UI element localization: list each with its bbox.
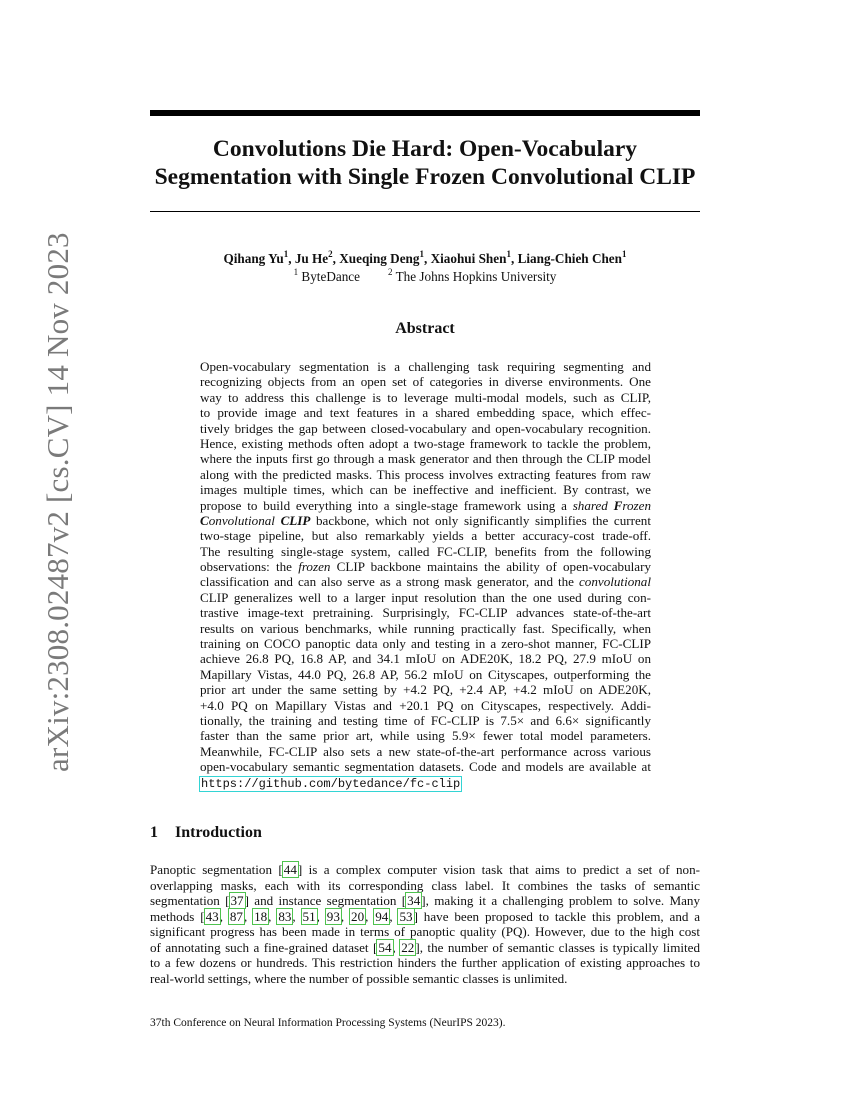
bold-italic-text: CLIP [280, 512, 311, 528]
code-repository-link[interactable]: https://github.com/bytedance/fc-clip [201, 776, 461, 791]
citation-link[interactable]: 18 [254, 908, 268, 924]
bold-italic-text: C [200, 512, 209, 528]
citation-link[interactable]: 43 [205, 908, 219, 924]
introduction-line: methods [43, 87, 18, 83, 51, 93, 20, 94, 53] have been proposed to tackle this problem, and a [150, 908, 701, 924]
author: Qihang Yu$^1$, [223, 249, 295, 267]
introduction-line: segmentation [37] and instance segmentation [34], making it a challenging problem to solve. Many [150, 893, 701, 908]
title-line-2: Segmentation with Single Frozen Convolutional CLIP [154, 164, 696, 190]
abstract-line: Convolutional CLIP backbone, which not only significantly simplifies the current [200, 512, 651, 528]
abstract-line: where the inputs first go through a mask generator and then through the CLIP model [200, 451, 651, 467]
abstract-line: training on COCO panoptic data only and testing in a zero-shot manner, FC-CLIP [200, 636, 651, 652]
citation-link[interactable]: 37 [230, 893, 244, 908]
abstract-line: two-stage pipeline, but also remarkably yields a better accuracy-cost trade-off. [200, 528, 651, 544]
citation-link[interactable]: 87 [229, 908, 243, 924]
citation-link[interactable]: 94 [375, 908, 389, 924]
citation-link[interactable]: 93 [326, 908, 340, 924]
citation-link[interactable]: 20 [351, 908, 365, 924]
abstract-line: prior art under the same setting by +4.2 PQ, +2.4 AP, +4.2 mIoU on ADE20K, [200, 682, 651, 698]
abstract-line: Open-vocabulary segmentation is a challenging task requiring segmenting and [200, 359, 651, 374]
citation-link[interactable]: 34 [407, 893, 421, 908]
introduction-line: of annotating such a fine-grained dataset [54, 22], the number of semantic classes is typically limited [150, 939, 701, 955]
abstract-line: observations: the frozen CLIP backbone maintains the ability of open-vocabulary [200, 559, 651, 575]
abstract-line: Hence, existing methods often adopt a two-stage framework to tackle the problem, [200, 435, 651, 451]
affiliation-list [150, 265, 700, 285]
paper-title [150, 135, 700, 191]
title-top-rule [150, 110, 700, 116]
introduction-line: to a few dozens or hundreds. This restriction hinders the further application of existing approaches to [150, 955, 700, 970]
citation-link[interactable]: 54 [378, 939, 392, 955]
section-number: 1 [150, 824, 158, 841]
abstract-line: faster than the same prior art, while using 5.9× fewer total model parameters. [200, 728, 651, 744]
introduction-line: significant progress has been made in terms of panoptic quality (PQ). However, due to the high cost [150, 924, 700, 939]
abstract-line: The resulting single-stage system, called FC-CLIP, benefits from the following [200, 543, 651, 559]
citation-link[interactable]: 22 [401, 939, 415, 955]
italic-text: shared [572, 497, 608, 513]
abstract-line: Mapillary Vistas, 44.0 PQ, 26.8 AP, 56.2 mIoU on Cityscapes, outperforming the [200, 666, 651, 682]
introduction-line: overlapping masks, each with its corresponding class label. It combines the tasks of semantic [150, 877, 700, 893]
abstract-line: propose to build everything into a single-stage framework using a shared Frozen [200, 497, 651, 513]
abstract-line: way to address this challenge is to leverage multi-modal models, such as CLIP, [200, 389, 651, 405]
abstract-line: results on various benchmarks, while running practically fast. Specifically, when [200, 620, 651, 636]
title-bottom-rule [150, 211, 700, 212]
section-heading-introduction [150, 824, 262, 842]
abstract-line: tionally, the training and testing time of FC-CLIP is 7.5× and 6.6× significantly [200, 712, 651, 728]
abstract-heading: Abstract [395, 320, 455, 337]
introduction-line: real-world settings, where the number of possible semantic classes is unlimited. [150, 970, 568, 986]
abstract-line: images multiple times, which can be ineffective and inefficient. By contrast, we [200, 482, 651, 498]
abstract-line: tively bridges the gap between closed-vocabulary and open-vocabulary recognition. [200, 420, 651, 436]
abstract-line: +4.0 PQ on Mapillary Vistas and +20.1 PQ on Cityscapes, respectively. Addi- [200, 697, 651, 713]
abstract-line [200, 775, 651, 790]
author: Ju He$^2$, [294, 249, 340, 267]
arxiv-side-stamp: arXiv:2308.02487v2 [cs.CV] 14 Nov 2023 [40, 232, 75, 772]
section-title: Introduction [175, 824, 262, 841]
title-line-1: Convolutions Die Hard: Open-Vocabulary [212, 136, 638, 162]
author: Xueqing Deng$^1$, [339, 249, 431, 267]
introduction-body [150, 862, 700, 986]
abstract-line: open-vocabulary semantic segmentation datasets. Code and models are available at [200, 759, 651, 775]
abstract-line: achieve 26.8 PQ, 16.8 AP, and 34.1 mIoU on ADE20K, 18.2 PQ, 27.9 mIoU on [200, 651, 651, 667]
abstract-line: along with the predicted masks. This process involves extracting features from raw [200, 466, 651, 482]
abstract-line: recognizing objects from an open set of categories in diverse environments. One [200, 374, 651, 390]
italic-text: convolutional [578, 574, 651, 590]
italic-text: rozen [622, 497, 651, 513]
citation-link[interactable]: 53 [399, 908, 413, 924]
bold-italic-text: F [613, 497, 623, 513]
introduction-line: Panoptic segmentation [44] is a complex computer vision task that aims to predict a set of non- [150, 862, 701, 877]
italic-text: frozen [298, 559, 331, 575]
author: Xiaohui Shen$^1$, [430, 249, 518, 267]
conference-footer: 37th Conference on Neural Information Processing Systems (NeurIPS 2023). [150, 1017, 506, 1029]
abstract-line: CLIP generalizes well to a larger input resolution than the one used during con- [200, 589, 651, 605]
affiliation: $^1$ ByteDance [293, 267, 360, 285]
abstract-body [200, 359, 651, 790]
citation-link[interactable]: 51 [302, 908, 316, 924]
abstract-line: classification and can also serve as a strong mask generator, and the convolutional [200, 574, 651, 590]
affiliation: $^2$ The Johns Hopkins University [388, 267, 557, 285]
abstract-line: to provide image and text features in a shared embedding space, which effec- [200, 405, 651, 421]
author: Liang-Chieh Chen$^1$ [517, 249, 627, 267]
abstract-line: trastive image-text pretraining. Surprisingly, FC-CLIP advances state-of-the-art [200, 605, 651, 621]
citation-link[interactable]: 44 [283, 862, 297, 877]
italic-text: onvolutional [208, 512, 275, 528]
abstract-line: Meanwhile, FC-CLIP also sets a new state-of-the-art performance across various [200, 743, 651, 759]
citation-link[interactable]: 83 [278, 908, 292, 924]
